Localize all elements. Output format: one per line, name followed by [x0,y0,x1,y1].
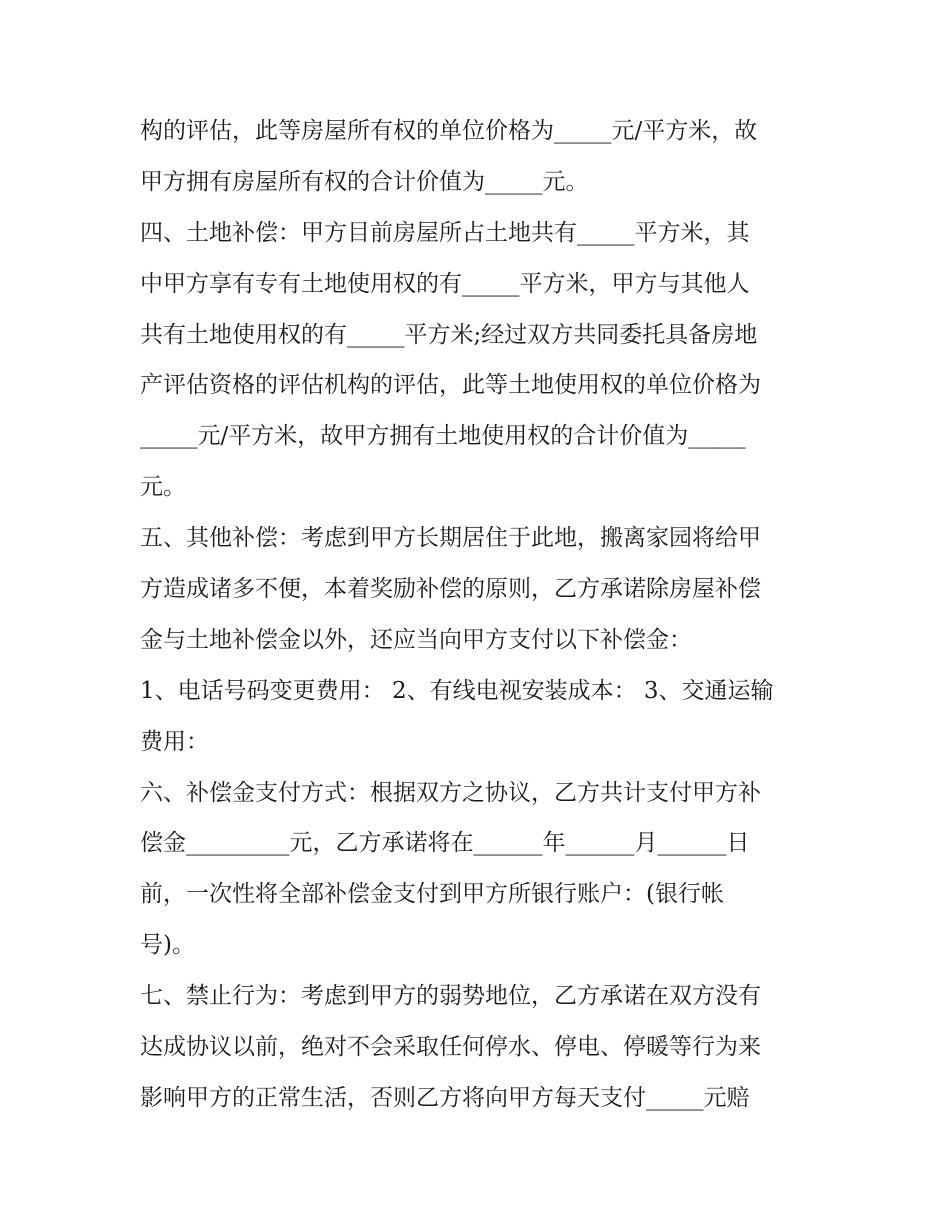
text-line: 中甲方享有专有土地使用权的有_____平方米，甲方与其他人 [140,270,750,297]
text-line: 六、补偿金支付方式：根据双方之协议，乙方共计支付甲方补 [140,779,761,806]
text-line: 金与土地补偿金以外，还应当向甲方支付以下补偿金： [140,626,692,653]
text-line: 1、电话号码变更费用： 2、有线电视安装成本： 3、交通运输 [140,677,774,704]
text-line: 构的评估，此等房屋所有权的单位价格为_____元/平方米，故 [140,118,758,144]
text-line: 达成协议以前，绝对不会采取任何停水、停电、停暖等行为来 [140,1034,761,1061]
text-line: 元。 [140,474,186,501]
text-line: 七、禁止行为：考虑到甲方的弱势地位，乙方承诺在双方没有 [140,983,761,1010]
text-line: 方造成诸多不便，本着奖励补偿的原则，乙方承诺除房屋补偿 [140,576,761,603]
text-line: 五、其他补偿：考虑到甲方长期居住于此地，搬离家园将给甲 [140,525,761,552]
text-line: 号)。 [140,932,195,959]
text-line: 共有土地使用权的有_____平方米;经过双方共同委托具备房地 [140,321,758,348]
text-line: 产评估资格的评估机构的评估，此等土地使用权的单位价格为 [140,372,761,399]
text-line: 费用： [140,728,209,755]
text-line: 影响甲方的正常生活，否则乙方将向甲方每天支付_____元赔 [140,1084,750,1111]
text-line: _____元/平方米，故甲方拥有土地使用权的合计价值为_____ [140,423,746,450]
text-line: 偿金_________元，乙方承诺将在______年______月______日 [140,830,750,857]
document-body [140,106,830,1124]
text-line: 甲方拥有房屋所有权的合计价值为_____元。 [140,168,589,195]
text-line: 四、土地补偿：甲方目前房屋所占土地共有_____平方米，其 [140,219,750,246]
text-line: 前，一次性将全部补偿金支付到甲方所银行账户：(银行帐 [140,881,724,908]
